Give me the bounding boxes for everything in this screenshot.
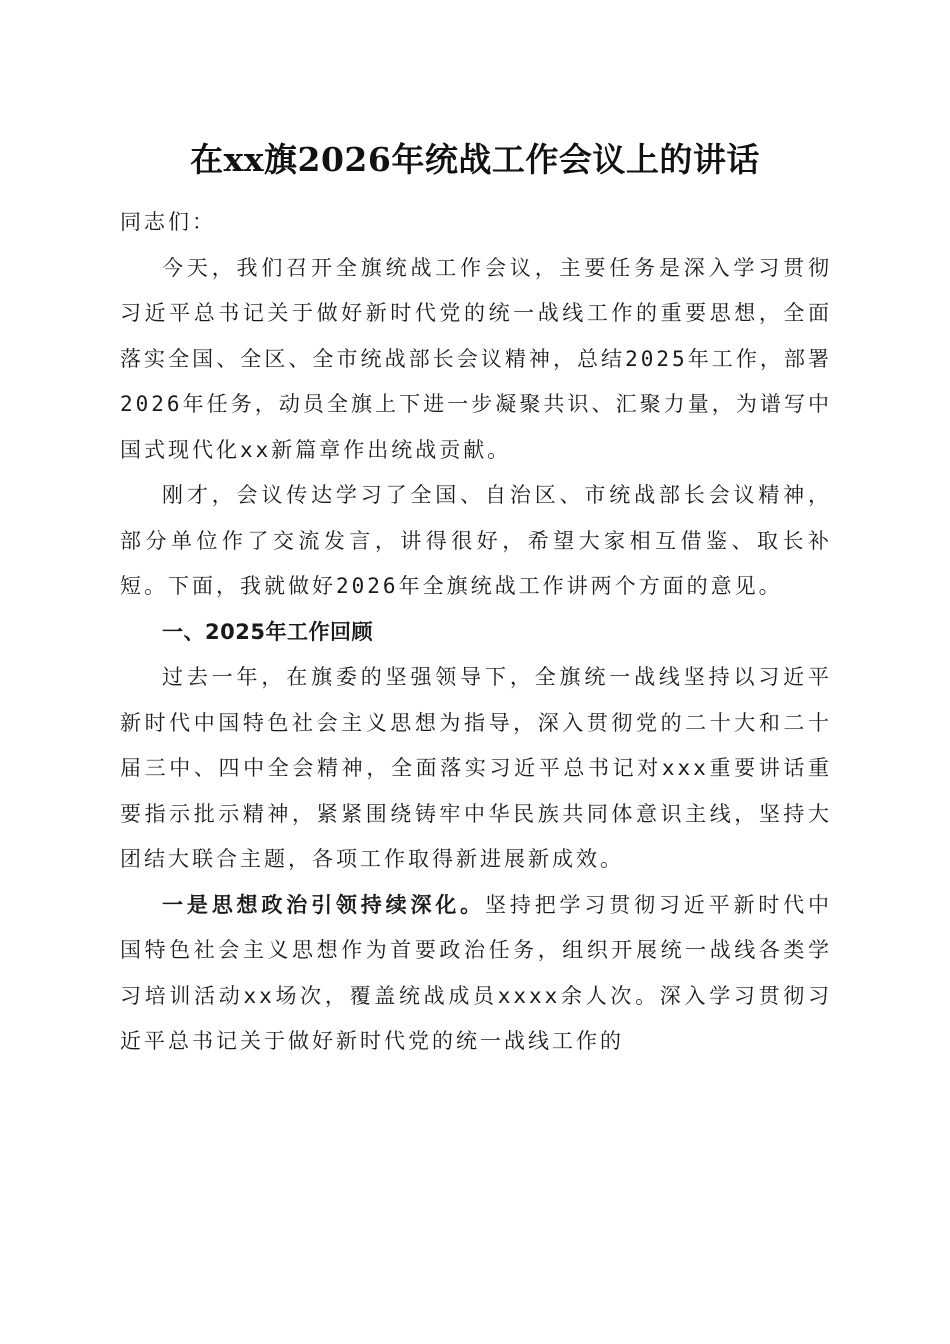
document-title: 在xx旗2026年统战工作会议上的讲话 (190, 140, 760, 179)
paragraph-review: 过去一年，在旗委的坚强领导下，全旗统一战线坚持以习近平新时代中国特色社会主义思想为指导，深入贯彻党的二十大和二十届三中、四中全会精神，全面落实习近平总书记对xxx重要讲话重要指示批示精神，紧紧围绕铸牢中华民族共同体意识主线，坚持大团结大联合主题，各项工作取得新进展新成效。 (120, 665, 832, 871)
paragraph-point-one (120, 883, 832, 1065)
document-body (120, 200, 832, 1065)
paragraph-meeting-summary: 刚才，会议传达学习了全国、自治区、市统战部长会议精神，部分单位作了交流发言，讲得很好，希望大家相互借鉴、取长补短。下面，我就做好2026年全旗统战工作讲两个方面的意见。 (120, 483, 832, 598)
section-heading: 一、2025年工作回顾 (162, 619, 373, 644)
paragraph-opening: 今天，我们召开全旗统战工作会议，主要任务是深入学习贯彻习近平总书记关于做好新时代党的统一战线工作的重要思想，全面落实全国、全区、全市统战部长会议精神，总结2025年工作，部署2026年任务，动员全旗上下进一步凝聚共识、汇聚力量，为谱写中国式现代化xx新篇章作出统战贡献。 (120, 255, 832, 462)
point-one-text: 坚持把学习贯彻习近平新时代中国特色社会主义思想作为首要政治任务，组织开展统一战线各类学习培训活动xx场次，覆盖统战成员xxxx余人次。深入学习贯彻习近平总书记关于做好新时代党的统一战线工作的 (120, 892, 832, 1053)
point-one-lead: 一是思想政治引领持续深化。 (162, 892, 485, 917)
salutation: 同志们： (120, 210, 216, 234)
